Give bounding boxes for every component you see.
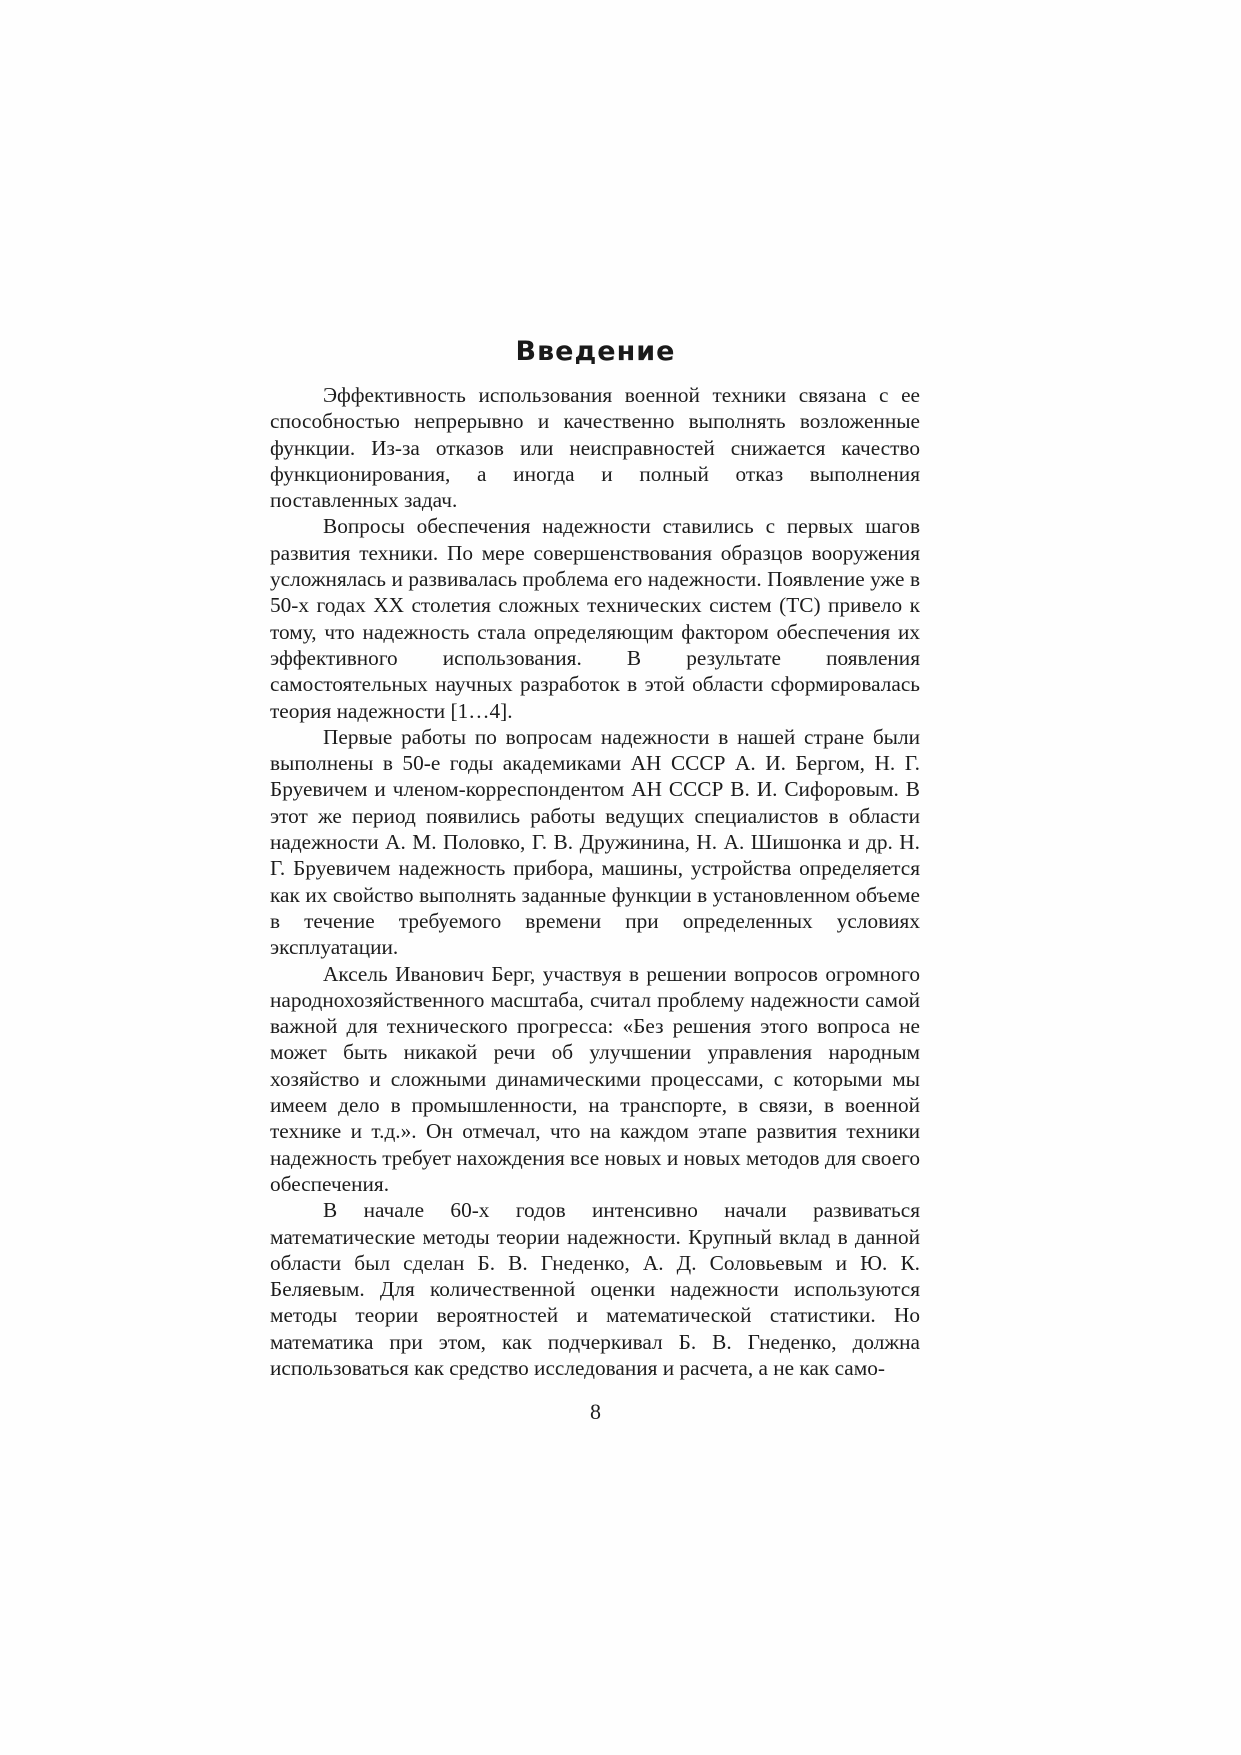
page-number: 8 (590, 1399, 601, 1424)
chapter-title: Введение (515, 336, 676, 368)
paragraph: В начале 60-х годов интенсивно начали развиваться математические методы теории надежности. Крупный вклад в данной области был сделан Б. В. Гнеденко, А. Д. Соловьевым и Ю. К. Беляевым. Для количественной оценки надежности используются методы теории вероятностей и математической статистики. Но математика при этом, как подчеркивал Б. В. Гнеденко, должна использоваться как средство исследования и расчета, а не как само- (270, 1198, 920, 1380)
paragraph: Эффективность использования военной техники связана с ее способностью непрерывно и качественно выполнять возложенные функции. Из-за отказов или неисправностей снижается качество функционирования, а иногда и полный отказ выполнения поставленных задач. (270, 383, 920, 513)
paragraph: Вопросы обеспечения надежности ставились с первых шагов развития техники. По мере совершенствования образцов вооружения усложнялась и развивалась проблема его надежности. Появление уже в 50-х годах XX столетия сложных технических систем (ТС) привело к тому, что надежность стала определяющим фактором обеспечения их эффективного использования. В результате появления самостоятельных научных разработок в этой области сформировалась теория надежности [1…4]. (270, 514, 920, 723)
paragraph: Аксель Иванович Берг, участвуя в решении вопросов огромного народнохозяйственного масштаба, считал проблему надежности самой важной для технического прогресса: «Без решения этого вопроса не может быть никакой речи об улучшении управления народным хозяйство и сложными динамическими процессами, с которыми мы имеем дело в промышленности, на транспорте, в связи, в военной технике и т.д.». Он отмечал, что на каждом этапе развития техники надежность требует нахождения все новых и новых методов для своего обеспечения. (270, 961, 921, 1196)
paragraph: Первые работы по вопросам надежности в нашей стране были выполнены в 50-е годы академиками АН СССР А. И. Бергом, Н. Г. Бруевичем и членом-корреспондентом АН СССР В. И. Сифоровым. В этот же период появились работы ведущих специалистов в области надежности А. М. Половко, Г. В. Дружинина, Н. А. Шишонка и др. Н. Г. Бруевичем надежность прибора, машины, устройства определяется как их свойство выполнять заданные функции в установленном объеме в течение требуемого времени при определенных условиях эксплуатации. (270, 724, 920, 960)
body-text (270, 382, 920, 1381)
